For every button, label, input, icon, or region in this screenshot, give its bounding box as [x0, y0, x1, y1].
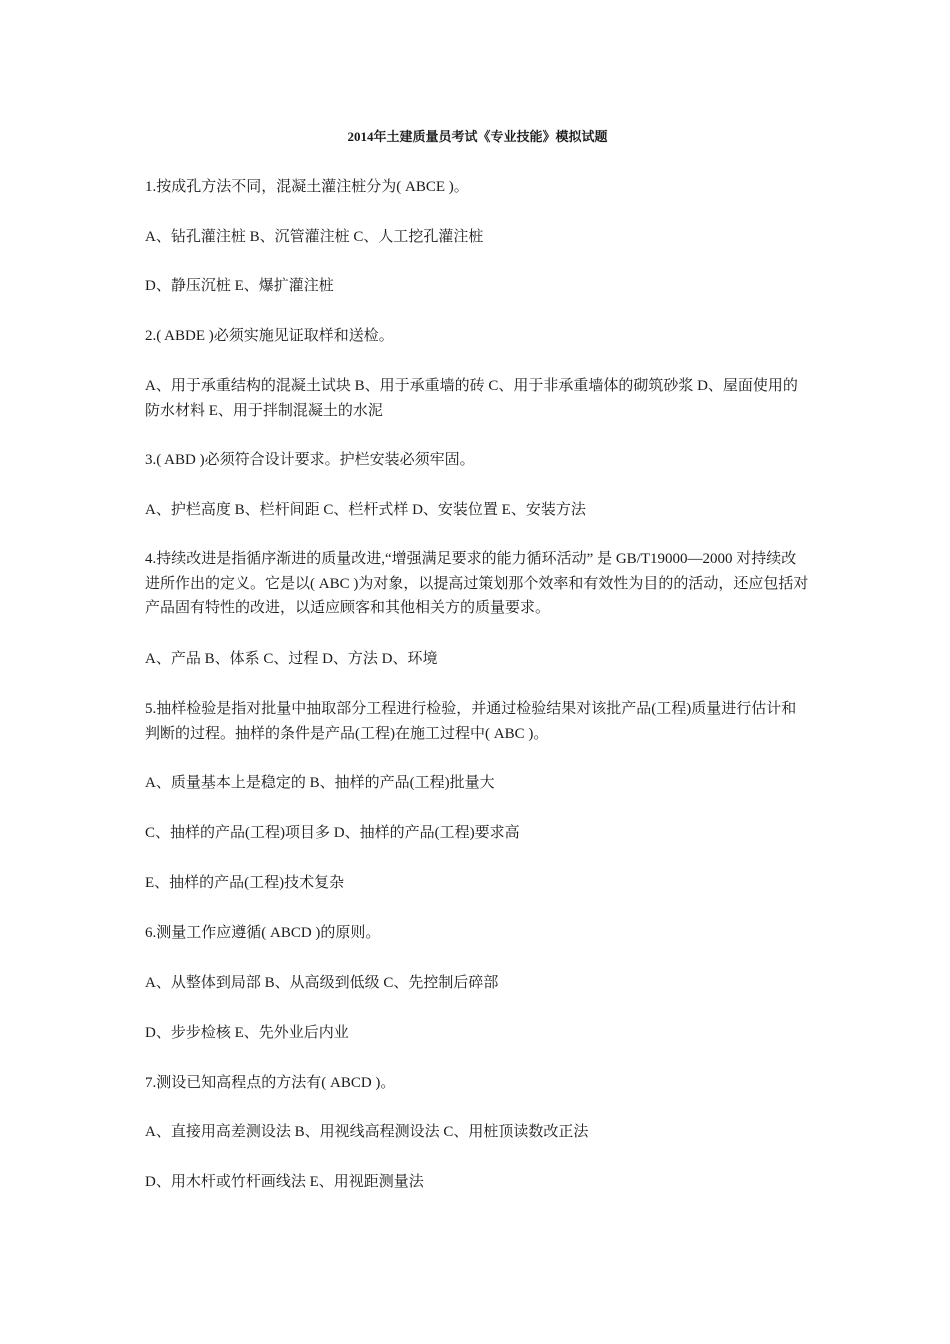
- question-7-options-d-e: D、用木杆或竹杆画线法 E、用视距测量法: [145, 1174, 424, 1190]
- question-5-options-c-d: C、抽样的产品(工程)项目多 D、抽样的产品(工程)要求高: [145, 825, 520, 841]
- question-7: 7.测设已知高程点的方法有( ABCD )。: [145, 1075, 396, 1091]
- question-5-options-a-b: A、质量基本上是稳定的 B、抽样的产品(工程)批量大: [145, 775, 495, 791]
- document-title: 2014年土建质量员考试《专业技能》模拟试题: [347, 129, 608, 144]
- question-4-options: A、产品 B、体系 C、过程 D、方法 D、环境: [145, 651, 438, 667]
- question-5-options-e: E、抽样的产品(工程)技术复杂: [145, 875, 345, 891]
- question-7-options-a-c: A、直接用高差测设法 B、用视线高程测设法 C、用桩顶读数改正法: [145, 1124, 589, 1140]
- question-6: 6.测量工作应遵循( ABCD )的原则。: [145, 925, 381, 941]
- question-3-options: A、护栏高度 B、栏杆间距 C、栏杆式样 D、安装位置 E、安装方法: [145, 502, 586, 518]
- question-5: 5.抽样检验是指对批量中抽取部分工程进行检验，并通过检验结果对该批产品(工程)质量进行估计和判断的过程。抽样的条件是产品(工程)在施工过程中( ABC )。: [145, 701, 797, 742]
- question-1-options-d-e: D、静压沉桩 E、爆扩灌注桩: [145, 278, 334, 294]
- question-4: 4.持续改进是指循序渐进的质量改进,“增强满足要求的能力循环活动” 是 GB/T19000—2000 对持续改进所作出的定义。它是以( ABC )为对象，以提高过策划那个效率和有效性为目的的活动，还应包括对产品固有特性的改进，以适应顾客和其他相关方的质量要求。: [145, 551, 809, 616]
- question-1: 1.按成孔方法不同，混凝土灌注桩分为( ABCE )。: [145, 179, 469, 195]
- question-6-options-a-c: A、从整体到局部 B、从高级到低级 C、先控制后碎部: [145, 975, 499, 991]
- question-2-options: A、用于承重结构的混凝土试块 B、用于承重墙的砖 C、用于非承重墙体的砌筑砂浆 D、屋面使用的防水材料 E、用于拌制混凝土的水泥: [145, 378, 798, 419]
- question-3: 3.( ABD )必须符合设计要求。护栏安装必须牢固。: [145, 452, 475, 468]
- question-6-options-d-e: D、步步检核 E、先外业后内业: [145, 1025, 349, 1041]
- question-2: 2.( ABDE )必须实施见证取样和送检。: [145, 328, 394, 344]
- question-1-options-a-c: A、钻孔灌注桩 B、沉管灌注桩 C、人工挖孔灌注桩: [145, 229, 484, 245]
